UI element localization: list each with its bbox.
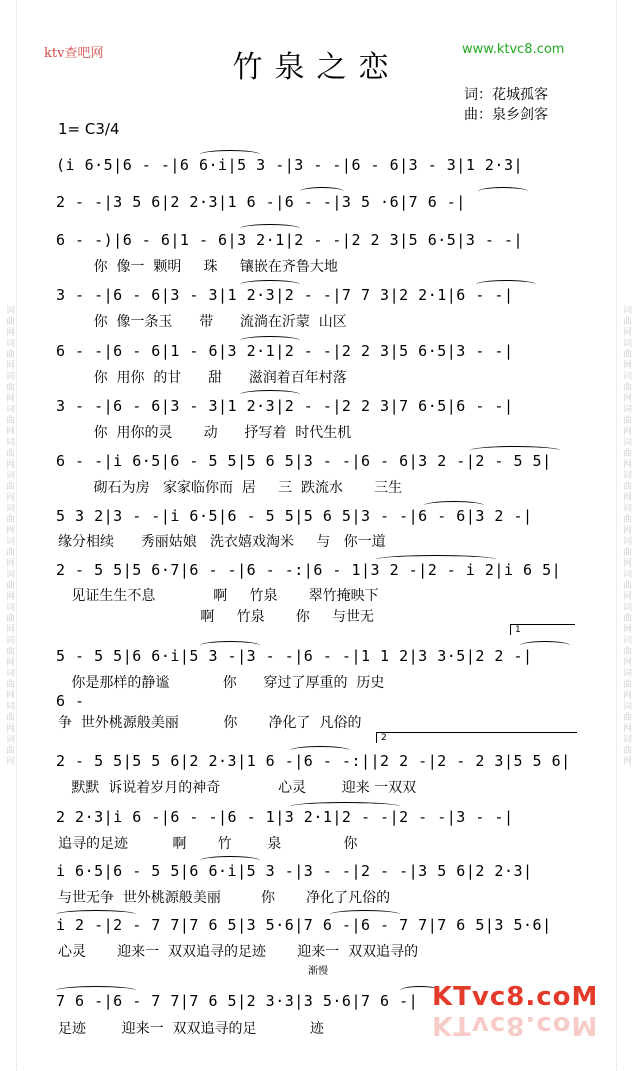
slur-mark	[520, 641, 570, 650]
volta-1: 1	[510, 624, 575, 635]
score-line-14: i 6·5|6 - 5 5|6 6·i|5 3 -|3 - -|2 - -|3 5 6|2 2·3|	[56, 862, 533, 880]
lyric-line-4: 你 像一条玉 带 流淌在沂蒙 山区	[58, 314, 347, 330]
lyricist-credit: 词：花城孤客	[464, 87, 548, 103]
song-title: 竹泉之恋	[232, 50, 401, 85]
slur-mark	[200, 641, 260, 650]
score-line-6: 3 - -|6 - 6|3 - 3|1 2·3|2 - -|2 2 3|7 6·5|6 - -|	[56, 397, 514, 415]
score-line-15: i 2 -|2 - 7 7|7 6 5|3 5·6|7 6 -|6 - 7 7|7 6 5|3 5·6|	[56, 916, 552, 934]
slur-mark	[478, 187, 528, 196]
lyric-line-15: 心灵 迎来一 双双追寻的足迹 迎来一 双双追寻的	[58, 944, 419, 960]
slur-mark	[470, 446, 560, 455]
slur-mark	[240, 390, 300, 399]
score-line-12: 2 - 5 5|5 5 6|2 2·3|1 6 -|6 - -:||2 2 -|2 - 2 3|5 5 6|	[56, 752, 571, 770]
score-line-1: (i 6·5|6 - -|6 6·i|5 3 -|3 - -|6 - 6|3 - 3|1 2·3|	[56, 156, 524, 174]
lyric-line-3: 你 像一 颗明 珠 镶嵌在齐鲁大地	[58, 259, 338, 275]
lyric-line-9b: 啊 竹泉 你 与世无	[58, 609, 375, 625]
slur-mark	[424, 501, 484, 510]
score-line-7: 6 - -|i 6·5|6 - 5 5|5 6 5|3 - -|6 - 6|3 2 -|2 - 5 5|	[56, 452, 552, 470]
slur-mark	[290, 802, 400, 811]
side-watermark-right: 词曲网词曲网词曲网词曲网词曲网词曲网词曲网词曲网词曲网词曲网词曲网词曲网词曲网词曲网	[616, 0, 633, 1071]
lyric-line-12: 默默 诉说着岁月的神奇 心灵 迎来 一双双	[58, 780, 417, 796]
lyric-line-5: 你 用你 的甘 甜 滋润着百年村落	[58, 370, 347, 386]
lyric-line-14: 与世无争 世外桃源般美丽 你 净化了凡俗的	[58, 890, 391, 906]
tempo-mark-slow: 渐慢	[308, 966, 328, 977]
slur-mark	[240, 336, 300, 345]
score-line-13: 2 2·3|i 6 -|6 - -|6 - 1|3 2·1|2 - -|2 - -|3 - -|	[56, 808, 514, 826]
score-line-2: 2 - -|3 5 6|2 2·3|1 6 -|6 - -|3 5 ·6|7 6 -|	[56, 193, 466, 211]
site-url-right: www.ktvc8.com	[462, 42, 565, 57]
lyric-line-10: 你是那样的静谧 你 穿过了厚重的 历史	[58, 675, 385, 691]
score-line-4: 3 - -|6 - 6|3 - 3|1 2·3|2 - -|7 7 3|2 2·1|6 - -|	[56, 286, 514, 304]
score-line-8: 5 3 2|3 - -|i 6·5|6 - 5 5|5 6 5|3 - -|6 - 6|3 2 -|	[56, 507, 533, 525]
slur-mark	[200, 856, 260, 865]
lyric-line-8: 缘分相续 秀丽姑娘 洗衣嬉戏淘米 与 你一道	[58, 534, 386, 550]
slur-mark	[376, 555, 496, 564]
lyric-line-6: 你 用你的灵 动 抒写着 时代生机	[58, 425, 352, 441]
volta-2: 2	[376, 732, 577, 743]
lyric-line-11: 争 世外桃源般美丽 你 净化了 凡俗的	[58, 715, 362, 731]
key-signature: 1= C3/4	[58, 120, 120, 138]
slur-mark	[200, 150, 260, 159]
slur-mark	[330, 910, 400, 919]
side-watermark-left: 词曲网词曲网词曲网词曲网词曲网词曲网词曲网词曲网词曲网词曲网词曲网词曲网词曲网词曲网	[0, 0, 17, 1071]
lyric-line-9a: 见证生生不息 啊 竹泉 翠竹掩映下	[58, 588, 379, 604]
score-line-9: 2 - 5 5|5 6·7|6 - -|6 - -:|6 - 1|3 2 -|2 - i 2|i 6 5|	[56, 561, 562, 579]
slur-mark	[240, 280, 300, 289]
slur-mark	[56, 910, 136, 919]
composer-credit: 曲：泉乡剑客	[464, 107, 548, 123]
slur-mark	[240, 224, 300, 233]
lyric-line-13: 追寻的足迹 啊 竹 泉 你	[58, 836, 358, 852]
site-logo: KTvc8.coM	[432, 982, 599, 1012]
lyric-line-7: 砌石为房 家家临你而 居 三 跌流水 三生	[58, 480, 403, 496]
site-name-left: ktv查吧网	[44, 46, 104, 61]
slur-mark	[300, 187, 344, 196]
slur-mark	[56, 986, 136, 995]
score-line-11: 6 -	[56, 692, 85, 710]
slur-mark	[290, 746, 350, 755]
score-line-10: 5 - 5 5|6 6·i|5 3 -|3 - -|6 - -|1 1 2|3 3·5|2 2 -|	[56, 647, 533, 665]
site-logo-reflection: KTvc8.coM	[432, 1010, 599, 1040]
score-line-5: 6 - -|6 - 6|1 - 6|3 2·1|2 - -|2 2 3|5 6·5|3 - -|	[56, 342, 514, 360]
slur-mark	[476, 280, 536, 289]
score-line-3: 6 - -)|6 - 6|1 - 6|3 2·1|2 - -|2 2 3|5 6·5|3 - -|	[56, 231, 524, 249]
lyric-line-16: 足迹 迎来一 双双追寻的足 迹	[58, 1021, 324, 1037]
score-line-16: 7 6 -|6 - 7 7|7 6 5|2 3·3|3 5·6|7 6 -|	[56, 992, 419, 1010]
